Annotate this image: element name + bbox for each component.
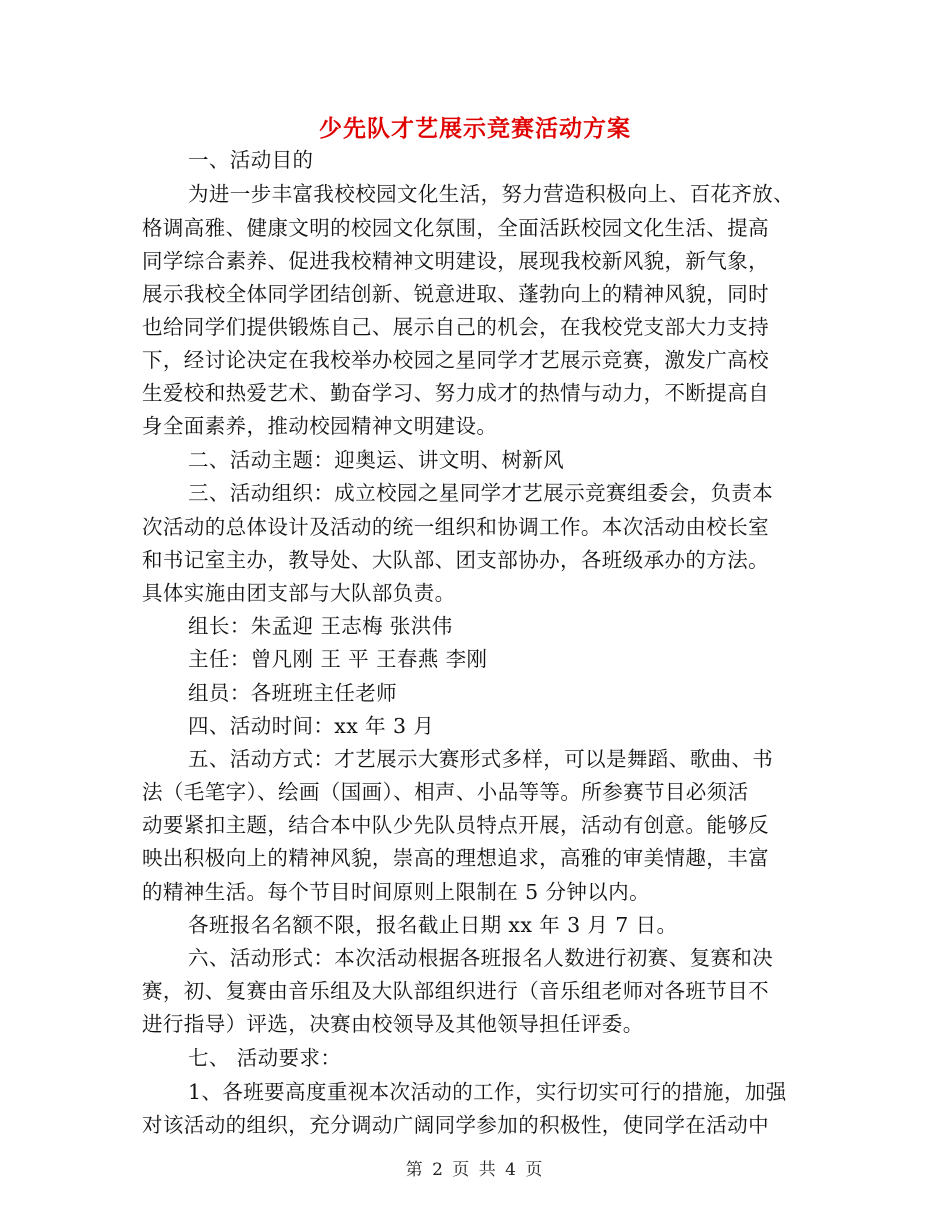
page-number-footer: 第 2 页 共 4 页	[405, 1160, 545, 1180]
text-line: 1、各班要高度重视本次活动的工作，实行切实可行的措施，加强	[188, 1080, 787, 1104]
text-line: 和书记室主办，教导处、大队部、团支部协办，各班级承办的方法。	[142, 548, 769, 572]
text-line: 动要紧扣主题，结合本中队少先队员特点开展，活动有创意。能够反	[142, 813, 769, 837]
text-line: 也给同学们提供锻炼自己、展示自己的机会，在我校党支部大力支持	[142, 315, 769, 339]
text-line: 五、活动方式：才艺展示大赛形式多样，可以是舞蹈、歌曲、书	[188, 747, 774, 771]
text-line: 身全面素养，推动校园精神文明建设。	[142, 414, 498, 438]
text-line: 主任：曾凡刚 王 平 王春燕 李刚	[188, 647, 488, 671]
section-heading: 二、活动主题：迎奥运、讲文明、树新风	[188, 448, 565, 472]
text-line: 生爱校和热爱艺术、勤奋学习、努力成才的热情与动力，不断提高自	[142, 381, 769, 405]
text-line: 组长：朱孟迎 王志梅 张洪伟	[188, 614, 453, 638]
text-line: 三、活动组织：成立校园之星同学才艺展示竞赛组委会，负责本	[188, 481, 774, 505]
text-line: 对该活动的组织，充分调动广阔同学参加的积极性，使同学在活动中	[142, 1113, 769, 1137]
text-line: 的精神生活。每个节目时间原则上限制在 5 分钟以内。	[142, 880, 650, 904]
text-line: 法（毛笔字）、绘画（国画）、相声、小品等等。所参赛节目必须活	[142, 780, 749, 804]
text-line: 格调高雅、健康文明的校园文化氛围，全面活跃校园文化生活、提高	[142, 216, 769, 240]
section-heading: 四、活动时间：xx 年 3 月	[188, 714, 435, 738]
text-line: 组员：各班班主任老师	[188, 681, 397, 705]
text-line: 次活动的总体设计及活动的统一组织和协调工作。本次活动由校长室	[142, 515, 769, 539]
text-line: 映出积极向上的精神风貌，崇高的理想追求，高雅的审美情趣，丰富	[142, 846, 769, 870]
text-line: 展示我校全体同学团结创新、锐意进取、蓬勃向上的精神风貌，同时	[142, 282, 769, 306]
text-line: 各班报名名额不限，报名截止日期 xx 年 3 月 7 日。	[188, 913, 678, 937]
text-line: 具体实施由团支部与大队部负责。	[142, 581, 456, 605]
text-line: 同学综合素养、促进我校精神文明建设，展现我校新风貌，新气象，	[142, 249, 769, 273]
text-line: 赛，初、复赛由音乐组及大队部组织进行（音乐组老师对各班节目不	[142, 979, 769, 1003]
text-line: 为进一步丰富我校校园文化生活，努力营造积极向上、百花齐放、	[188, 182, 795, 206]
text-line: 进行指导）评选，决赛由校领导及其他领导担任评委。	[142, 1012, 644, 1036]
section-heading: 七、 活动要求：	[188, 1046, 342, 1070]
document-title: 少先队才艺展示竞赛活动方案	[319, 115, 631, 142]
text-line: 下，经讨论决定在我校举办校园之星同学才艺展示竞赛，激发广高校	[142, 348, 769, 372]
section-heading: 六、活动形式：本次活动根据各班报名人数进行初赛、复赛和决	[188, 946, 774, 970]
section-heading: 一、活动目的	[188, 148, 314, 172]
